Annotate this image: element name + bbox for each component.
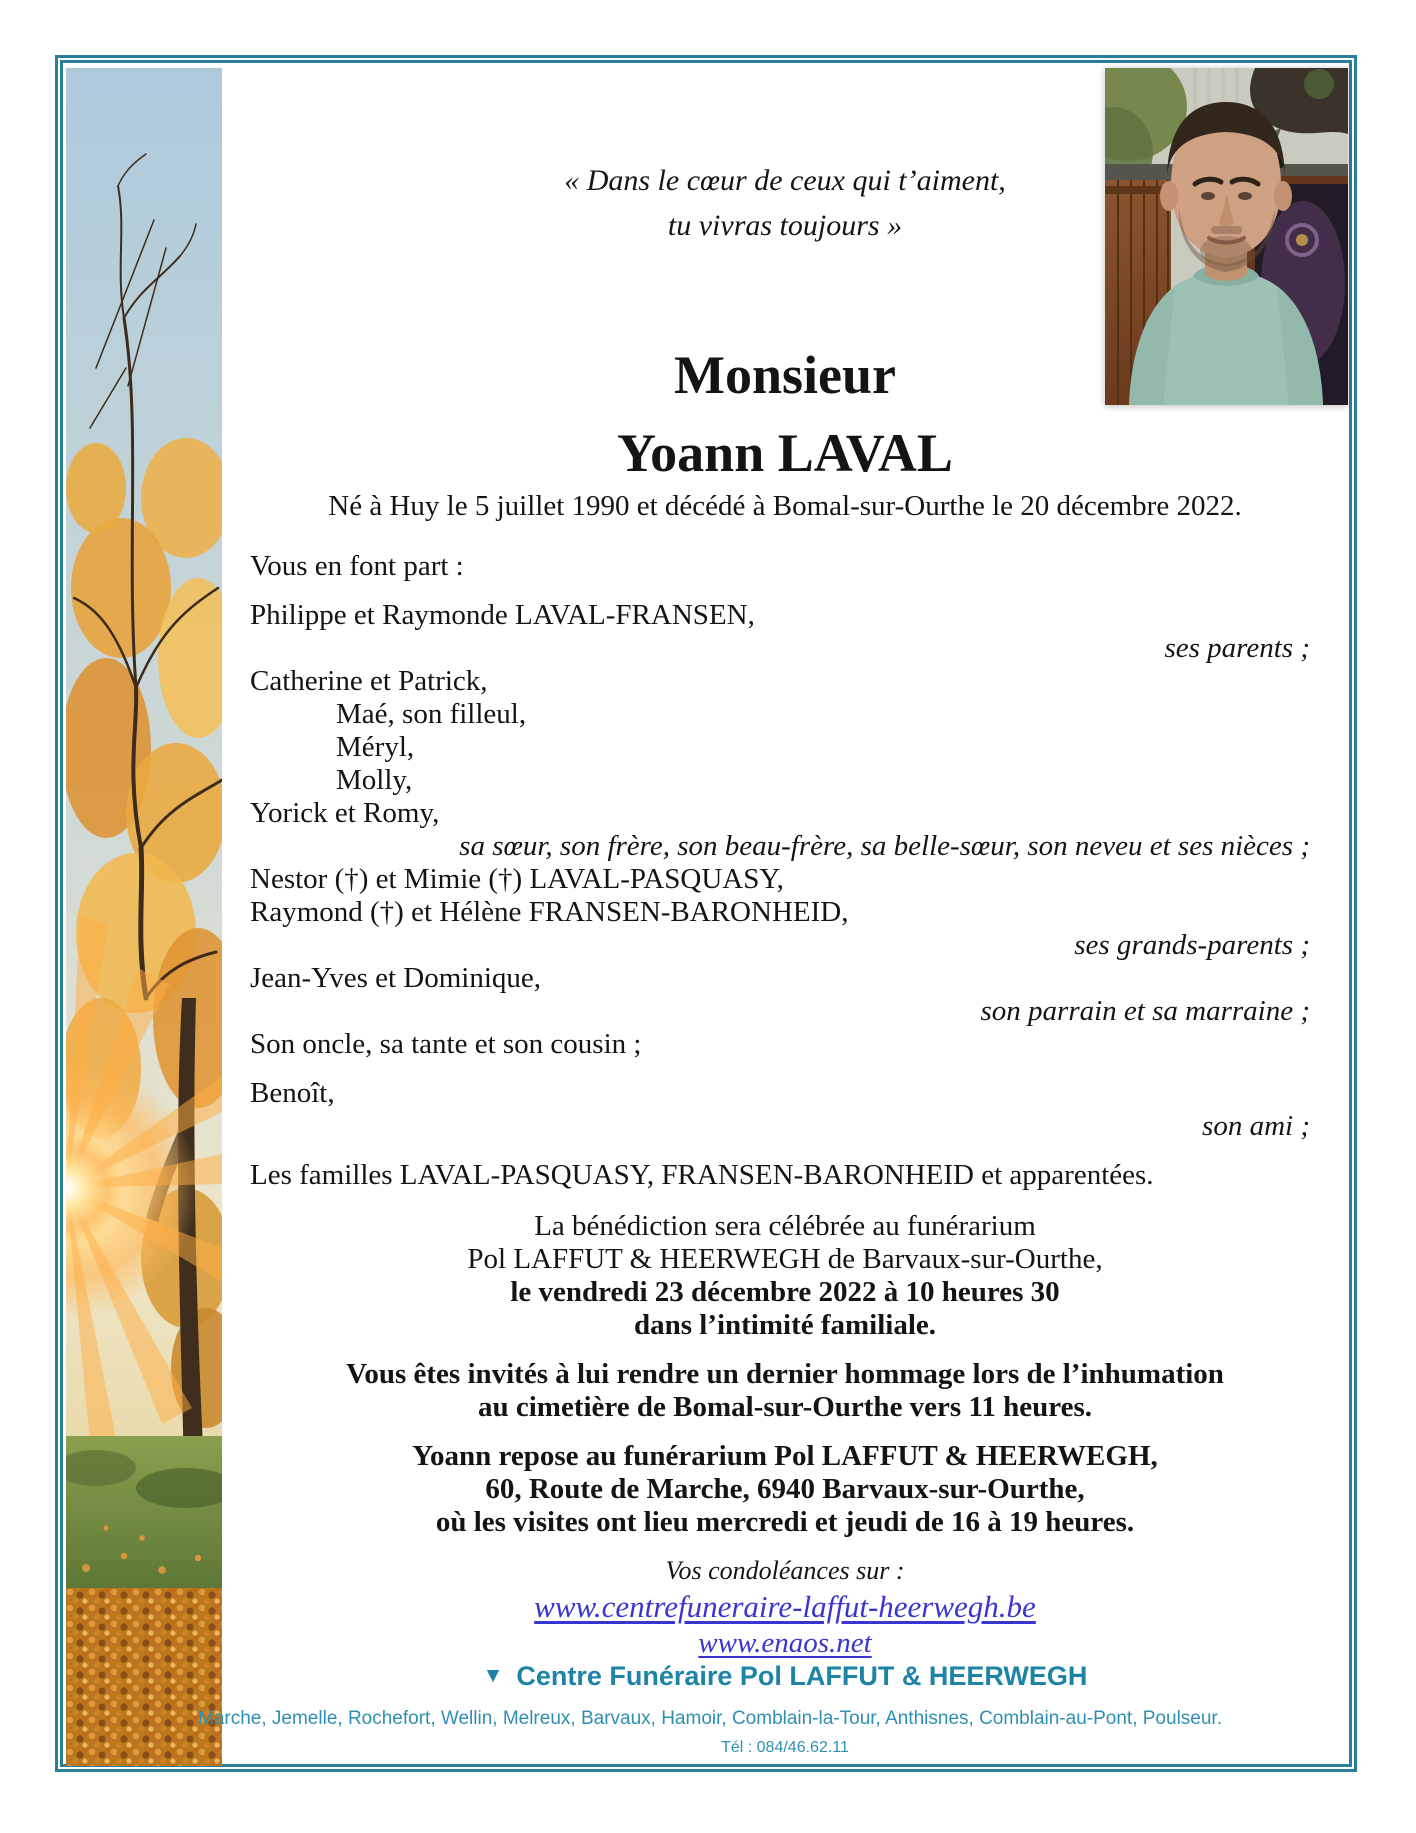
condolences-link-funeral-home[interactable]: www.centrefuneraire-laffut-heerwegh.be [534, 1589, 1036, 1624]
announcement-intro: Vous en font part : [250, 550, 464, 582]
burial-line-1: Vous êtes invités à lui rendre un dernier hommage lors de l’inhumation [346, 1358, 1224, 1390]
memorial-quote [225, 158, 1345, 248]
funeral-home-locations: Marche, Jemelle, Rochefort, Wellin, Melreux, Barvaux, Hamoir, Comblain-la-Tour, Anthisnes, Comblain-au-Pont, Poulseur. [198, 1708, 1222, 1729]
family-line: Nestor (†) et Mimie (†) LAVAL-PASQUASY, [250, 863, 784, 895]
family-line: Jean-Yves et Dominique, [250, 962, 542, 994]
family-line: Méryl, [336, 731, 415, 763]
repose-address: 60, Route de Marche, 6940 Barvaux-sur-Ourthe, [485, 1473, 1085, 1505]
deceased-name: Yoann LAVAL [617, 423, 953, 483]
condolences-section [225, 1553, 1345, 1661]
relation-label: son parrain et sa marraine ; [980, 995, 1310, 1027]
ceremony-line-1: La bénédiction sera célébrée au funérarium [534, 1210, 1036, 1242]
condolences-link-enaos[interactable]: www.enaos.net [698, 1627, 872, 1659]
relation-label: son ami ; [1202, 1110, 1310, 1142]
family-announcement [250, 550, 1310, 1192]
visit-hours: où les visites ont lieu mercredi et jeudi de 16 à 19 heures. [435, 1506, 1135, 1538]
ceremony-date-time: le vendredi 23 décembre 2022 à 10 heures 30 [510, 1276, 1060, 1308]
families-line: Les familles LAVAL-PASQUASY, FRANSEN-BARONHEID et apparentées. [250, 1159, 1154, 1191]
family-line: Benoît, [250, 1077, 335, 1109]
relation-label: sa sœur, son frère, son beau-frère, sa belle-sœur, son neveu et ses nièces ; [459, 830, 1310, 862]
relation-label: ses grands-parents ; [1074, 929, 1310, 961]
life-dates: Né à Huy le 5 juillet 1990 et décédé à Bomal-sur-Ourthe le 20 décembre 2022. [328, 490, 1242, 522]
family-line: Maé, son filleul, [336, 698, 527, 730]
funeral-home-phone: Tél : 084/46.62.11 [721, 1739, 849, 1756]
condolences-label: Vos condoléances sur : [665, 1556, 905, 1585]
family-line: Molly, [336, 764, 413, 796]
ceremony-line-2: Pol LAFFUT & HEERWEGH de Barvaux-sur-Ourthe, [467, 1243, 1103, 1275]
memorial-quote-line-1: « Dans le cœur de ceux qui t’aiment, [564, 164, 1006, 197]
ceremony-details [225, 1210, 1345, 1342]
deceased-title [225, 336, 1345, 492]
funeral-home-name: Centre Funéraire Pol LAFFUT & HEERWEGH [516, 1661, 1088, 1691]
autumn-tree-illustration [66, 68, 222, 1766]
salutation: Monsieur [674, 345, 896, 405]
family-line: Philippe et Raymonde LAVAL-FRANSEN, [250, 599, 755, 631]
repose-details [225, 1440, 1345, 1539]
ceremony-privacy-note: dans l’intimité familiale. [633, 1309, 937, 1341]
down-triangle-icon: ▼ [482, 1664, 504, 1687]
funeral-home-banner [225, 1656, 1345, 1696]
family-line: Raymond (†) et Hélène FRANSEN-BARONHEID, [250, 896, 849, 928]
family-line: Yorick et Romy, [250, 797, 440, 829]
repose-line-1: Yoann repose au funérarium Pol LAFFUT & HEERWEGH, [412, 1440, 1158, 1472]
family-line: Son oncle, sa tante et son cousin ; [250, 1028, 642, 1060]
relation-label: ses parents ; [1164, 632, 1310, 664]
family-line: Catherine et Patrick, [250, 665, 488, 697]
burial-line-2: au cimetière de Bomal-sur-Ourthe vers 11 heures. [478, 1391, 1092, 1423]
memorial-quote-line-2: tu vivras toujours » [667, 209, 903, 242]
autumn-tree-photo [66, 68, 222, 1766]
burial-invitation [225, 1358, 1345, 1424]
